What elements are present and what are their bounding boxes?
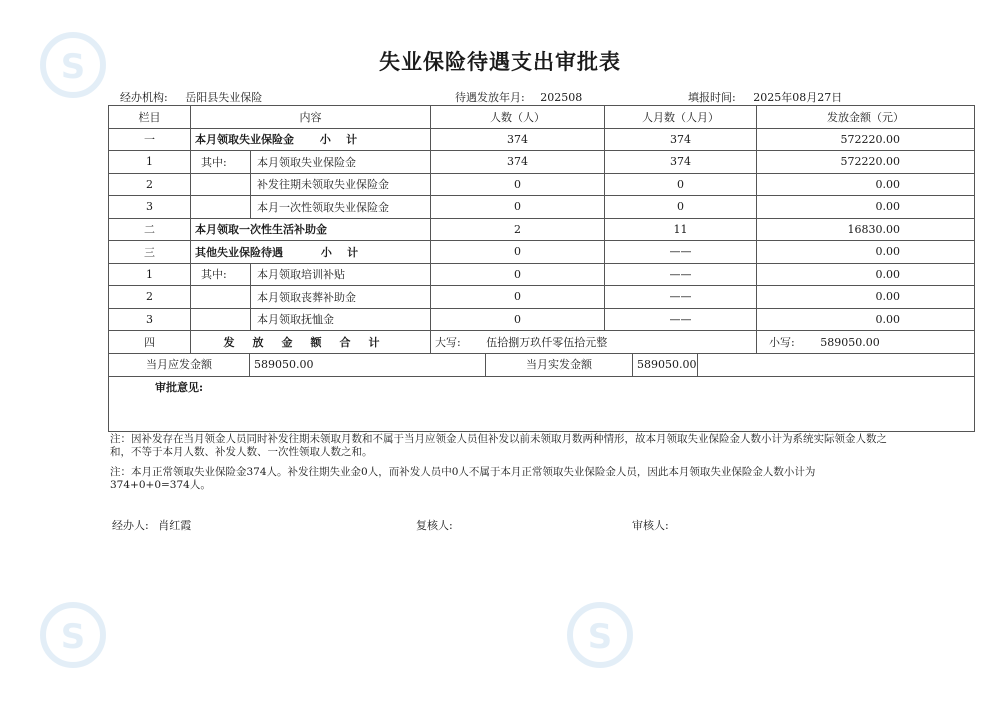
auditor-label: 审核人: [632, 519, 669, 532]
svg-text:S: S [587, 617, 613, 657]
row-amount: 0.00 [757, 241, 975, 264]
date-value: 2025年08月27日 [753, 91, 843, 104]
table-row [109, 308, 975, 331]
handler-field [112, 517, 191, 533]
row-prefix: 其中: [191, 263, 251, 286]
page-title: 失业保险待遇支出审批表 [379, 50, 621, 74]
agency-label: 经办机构: [120, 91, 168, 104]
period-field [455, 89, 582, 105]
row-amount: 572220.00 [757, 128, 975, 151]
period-value: 202508 [540, 91, 583, 104]
col-header-count: 人数（人） [431, 106, 605, 129]
agency-value: 岳阳县失业保险 [185, 91, 263, 104]
row-index: 3 [109, 308, 191, 331]
row-prefix: 其中: [191, 151, 251, 174]
payable-container [109, 353, 975, 376]
total-lower-cell [757, 331, 975, 354]
row-label: 本月领取培训补贴 [251, 263, 431, 286]
row-label: 本月领取失业保险金 [251, 151, 431, 174]
row-index: 二 [109, 218, 191, 241]
actual-label: 当月实发金额 [486, 354, 633, 376]
watermark-bottom-left [28, 590, 158, 700]
row-label: 本月领取一次性生活补助金 [191, 218, 431, 241]
row-months: —— [605, 286, 757, 309]
row-prefix [191, 196, 251, 219]
approval-table [108, 105, 975, 432]
row-label: 其他失业保险待遇 [195, 245, 283, 259]
row-months: —— [605, 263, 757, 286]
row-index: 2 [109, 286, 191, 309]
col-header-content: 内容 [191, 106, 431, 129]
row-months: —— [605, 308, 757, 331]
note-2: 注：本月正常领取失业保险金374人。补发往期失业金0人，而补发人员中0人不属于本月正常领取失业保险金人员，因此本月领取失业保险金人数小计为374+0+0=374人。 [110, 466, 816, 491]
approval-cell [109, 376, 975, 431]
table-header-row [109, 106, 975, 129]
row-months: 374 [605, 128, 757, 151]
due-value: 589050.00 [250, 354, 486, 376]
row-count: 0 [431, 286, 605, 309]
row-label: 本月领取抚恤金 [251, 308, 431, 331]
table-row [109, 173, 975, 196]
row-count: 0 [431, 308, 605, 331]
row-index: 2 [109, 173, 191, 196]
row-months: —— [605, 241, 757, 264]
row-index: 1 [109, 263, 191, 286]
row-count: 0 [431, 263, 605, 286]
table-row [109, 151, 975, 174]
svg-text:S: S [60, 617, 86, 657]
total-lower-value: 589050.00 [820, 335, 880, 349]
row-amount: 0.00 [757, 286, 975, 309]
actual-value: 589050.00 [633, 354, 698, 376]
row-count: 0 [431, 241, 605, 264]
row-count: 0 [431, 196, 605, 219]
row-months: 0 [605, 196, 757, 219]
row-amount: 0.00 [757, 263, 975, 286]
row-prefix [191, 286, 251, 309]
row-label: 补发往期未领取失业保险金 [251, 173, 431, 196]
row-months: 11 [605, 218, 757, 241]
row-amount: 16830.00 [757, 218, 975, 241]
table-row [109, 286, 975, 309]
row-amount: 0.00 [757, 173, 975, 196]
row-amount: 0.00 [757, 308, 975, 331]
watermark-bottom-right [555, 590, 685, 700]
row-prefix [191, 308, 251, 331]
total-upper-label: 大写: [435, 335, 461, 349]
col-header-index: 栏目 [109, 106, 191, 129]
row-index: 三 [109, 241, 191, 264]
row-subtotal-label: 小 计 [320, 245, 359, 259]
row-count: 374 [431, 151, 605, 174]
row-label: 本月领取失业保险金 [195, 133, 294, 147]
table-row [109, 263, 975, 286]
row-amount: 0.00 [757, 196, 975, 219]
date-field [688, 89, 842, 105]
svg-text:S: S [60, 47, 86, 87]
total-lower-label: 小写: [769, 335, 795, 349]
row-count: 2 [431, 218, 605, 241]
payable-empty [698, 354, 974, 376]
row-subtotal-label: 小 计 [319, 133, 358, 147]
total-upper-cell [431, 331, 757, 354]
total-label: 发放金额合计 [191, 331, 431, 354]
col-header-amount: 发放金额（元） [757, 106, 975, 129]
reviewer-field [416, 517, 453, 533]
row-index: 四 [109, 331, 191, 354]
reviewer-label: 复核人: [416, 519, 453, 532]
row-index: 3 [109, 196, 191, 219]
total-upper-value: 伍拾捌万玖仟零伍拾元整 [486, 335, 608, 349]
handler-label: 经办人: [112, 519, 149, 532]
due-label: 当月应发金额 [109, 354, 250, 376]
row-index: 1 [109, 151, 191, 174]
approval-label: 审批意见: [155, 380, 204, 394]
row-amount: 572220.00 [757, 151, 975, 174]
col-header-months: 人月数（人月） [605, 106, 757, 129]
table-row [109, 218, 975, 241]
total-row [109, 331, 975, 354]
row-label: 本月一次性领取失业保险金 [251, 196, 431, 219]
auditor-field [632, 517, 669, 533]
row-months: 374 [605, 151, 757, 174]
approval-row [109, 376, 975, 431]
row-prefix [191, 173, 251, 196]
handler-name: 肖红霞 [158, 519, 192, 532]
table-row [109, 196, 975, 219]
period-label: 待遇发放年月: [455, 91, 525, 104]
agency-field [120, 89, 262, 105]
payable-row [109, 353, 975, 376]
note-1: 注：因补发存在当月领金人员同时补发往期未领取月数和不属于当月应领金人员但补发以前未领取月数两种情形，故本月领取失业保险金人数小计为系统实际领金人数之和，不等于本月人数、补发人数、一次性领取人数之和。 [110, 433, 887, 458]
date-label: 填报时间: [688, 91, 736, 104]
row-content [191, 241, 431, 264]
row-count: 374 [431, 128, 605, 151]
table-row [109, 128, 975, 151]
row-index: 一 [109, 128, 191, 151]
row-content [191, 128, 431, 151]
row-months: 0 [605, 173, 757, 196]
row-count: 0 [431, 173, 605, 196]
table-row [109, 241, 975, 264]
row-label: 本月领取丧葬补助金 [251, 286, 431, 309]
